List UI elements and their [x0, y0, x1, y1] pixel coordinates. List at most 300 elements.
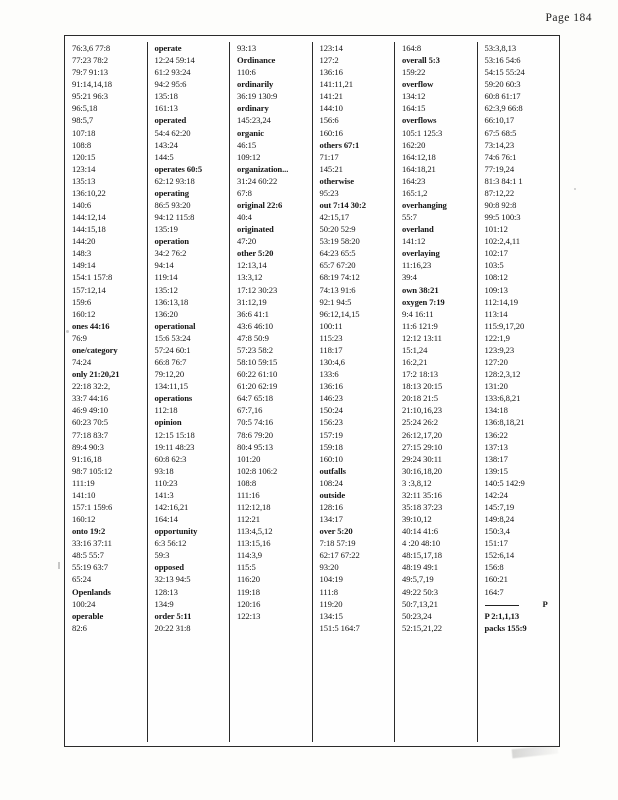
- index-locator: 50:20 52:9: [319, 224, 356, 235]
- scan-speck: [58, 562, 60, 569]
- index-term: operate: [154, 43, 182, 53]
- index-locator: 136:16: [319, 67, 343, 78]
- index-locator: 138:17: [484, 453, 508, 464]
- index-locator: 40:14 41:6: [402, 526, 439, 537]
- index-locator: 96:12,14,15: [319, 308, 360, 319]
- index-locator: 148:3: [72, 248, 92, 259]
- index-locator: 71:17: [319, 151, 339, 162]
- index-term: outfalls: [319, 465, 346, 476]
- index-locator: 12:12 13:11: [402, 332, 442, 343]
- index-locator: 74:6 76:1: [484, 151, 517, 162]
- index-locator: 87:12,22: [484, 187, 515, 198]
- index-locator: 164:12,18: [402, 151, 436, 162]
- index-locator: 6:3 56:12: [154, 538, 187, 549]
- index-locator: 141:21: [319, 91, 343, 102]
- index-locator: 164:8: [402, 43, 422, 53]
- index-locator: 65:7 67:20: [319, 260, 356, 271]
- index-locator: 109:12: [237, 151, 261, 162]
- index-term: Openlands: [72, 586, 111, 597]
- index-locator: 96:5,18: [72, 103, 98, 114]
- index-locator: 36:19 130:9: [237, 91, 278, 102]
- index-locator: 141:3: [154, 489, 174, 500]
- index-locator: 134:15: [319, 610, 343, 621]
- index-locator: 17:12 30:23: [237, 284, 278, 295]
- index-term: operation: [154, 236, 189, 247]
- index-locator: 154:1 157:8: [72, 272, 113, 283]
- index-term: order 5:11: [154, 610, 192, 621]
- index-locator: 164:15: [402, 103, 426, 114]
- index-locator: 136:13,18: [154, 296, 189, 307]
- index-locator: 120:16: [237, 598, 261, 609]
- index-locator: 91:14,14,18: [72, 79, 112, 90]
- index-locator: 53:3,8,13: [484, 43, 517, 53]
- index-locator: 103:5: [484, 260, 504, 271]
- index-locator: 162:20: [402, 139, 426, 150]
- scan-speck: [66, 330, 69, 333]
- index-locator: 46:9 49:10: [72, 405, 109, 416]
- index-locator: 42:15,17: [319, 212, 350, 223]
- index-locator: 128:16: [319, 501, 343, 512]
- index-locator: 9:4 16:11: [402, 308, 434, 319]
- index-locator: 102:8 106:2: [237, 465, 278, 476]
- index-locator: 136:8,18,21: [484, 417, 525, 428]
- index-locator: 40:4: [237, 212, 252, 223]
- index-locator: 160:12: [72, 514, 96, 525]
- index-locator: 93:20: [319, 562, 339, 573]
- index-locator: 127:2: [319, 55, 339, 66]
- index-locator: 48:19 49:1: [402, 562, 439, 573]
- index-locator: 142:24: [484, 489, 508, 500]
- index-locator: 164:23: [402, 175, 426, 186]
- index-locator: 101:12: [484, 224, 508, 235]
- index-locator: 27:15 29:10: [402, 441, 443, 452]
- index-locator: 119:14: [154, 272, 178, 283]
- index-locator: 134:17: [319, 514, 343, 525]
- index-locator: 17:2 18:13: [402, 369, 439, 380]
- index-locator: 11:6 121:9: [402, 320, 438, 331]
- index-term: original 22:6: [237, 200, 283, 211]
- index-locator: 31:24 60:22: [237, 175, 278, 186]
- index-term: only 21:20,21: [72, 369, 120, 380]
- index-locator: 61:2 93:24: [154, 67, 191, 78]
- index-locator: 157:19: [319, 429, 343, 440]
- index-locator: 134:11,15: [154, 381, 188, 392]
- index-columns: [65, 36, 559, 746]
- index-locator: 64:7 65:18: [237, 393, 274, 404]
- index-locator: 112:14,19: [484, 296, 518, 307]
- index-locator: 150:3,4: [484, 526, 510, 537]
- index-term: P 2:1,1,13: [484, 610, 520, 621]
- index-locator: 76:3,6 77:8: [72, 43, 111, 53]
- index-locator: 119:20: [319, 598, 343, 609]
- index-term: overlaying: [402, 248, 440, 259]
- index-term: outside: [319, 489, 346, 500]
- index-locator: 94:12 115:8: [154, 212, 195, 223]
- index-locator: 47:8 50:9: [237, 332, 269, 343]
- index-column-4: [313, 42, 396, 742]
- index-locator: 119:18: [237, 586, 260, 597]
- index-locator: 26:12,17,20: [402, 429, 442, 440]
- index-locator: 15:6 53:24: [154, 332, 191, 343]
- index-locator: 135:12: [154, 284, 178, 295]
- index-term: operational: [154, 320, 196, 331]
- index-locator: 67:5 68:5: [484, 127, 517, 138]
- index-locator: 98:7 105:12: [72, 465, 113, 476]
- index-locator: 32:13 94:5: [154, 574, 191, 585]
- index-locator: 160:10: [319, 453, 343, 464]
- index-term: organic: [237, 127, 264, 138]
- index-locator: 29:24 30:11: [402, 453, 442, 464]
- index-locator: 90:8 92:8: [484, 200, 517, 211]
- index-locator: 79:12,20: [154, 369, 185, 380]
- index-locator: 136:20: [154, 308, 178, 319]
- index-term: opinion: [154, 417, 182, 428]
- index-locator: 113:14: [484, 308, 508, 319]
- index-locator: 89:4 90:3: [72, 441, 104, 452]
- index-locator: 36:6 41:1: [237, 308, 269, 319]
- index-locator: 68:19 74:12: [319, 272, 360, 283]
- index-locator: 62:12 93:18: [154, 175, 195, 186]
- index-locator: 55:19 63:7: [72, 562, 109, 573]
- index-term: overflows: [402, 115, 437, 126]
- index-locator: 93:18: [154, 465, 174, 476]
- index-locator: 21:10,16,23: [402, 405, 442, 416]
- index-locator: 60:8 62:3: [154, 453, 187, 464]
- index-locator: 159:22: [402, 67, 426, 78]
- index-locator: 4 :20 48:10: [402, 538, 441, 549]
- index-term: overland: [402, 224, 434, 235]
- index-locator: 94:2 95:6: [154, 79, 187, 90]
- index-term: one/category: [72, 344, 118, 355]
- index-locator: 108:24: [319, 477, 343, 488]
- index-term: ordinary: [237, 103, 269, 114]
- index-term: operated: [154, 115, 187, 126]
- index-locator: 47:20: [237, 236, 257, 247]
- index-term: opposed: [154, 562, 184, 573]
- index-locator: 60:23 70:5: [72, 417, 109, 428]
- index-term: Ordinance: [237, 55, 276, 66]
- index-locator: 13:3,12: [237, 272, 263, 283]
- index-locator: 93:13: [237, 43, 257, 53]
- index-locator: 156:6: [319, 115, 339, 126]
- index-locator: 136:10,22: [72, 187, 106, 198]
- index-letter-divider: [485, 598, 556, 610]
- index-term: organization...: [237, 163, 289, 174]
- index-locator: 104:19: [319, 574, 343, 585]
- index-locator: 110:6: [237, 67, 256, 78]
- index-locator: 78:6 79:20: [237, 429, 274, 440]
- index-locator: 156:23: [319, 417, 343, 428]
- index-locator: 67:8: [237, 187, 252, 198]
- index-term: opportunity: [154, 526, 198, 537]
- index-locator: 15:1,24: [402, 344, 428, 355]
- index-locator: 144:10: [319, 103, 343, 114]
- index-locator: 77:18 83:7: [72, 429, 109, 440]
- index-locator: 100:11: [319, 320, 343, 331]
- index-locator: 128:2,3,12: [484, 369, 521, 380]
- index-locator: 157:12,14: [72, 284, 106, 295]
- index-locator: 22:18 32:2,: [72, 381, 111, 392]
- index-locator: 80:4 95:13: [237, 441, 274, 452]
- index-locator: 20:18 21:5: [402, 393, 439, 404]
- index-locator: 107:18: [72, 127, 96, 138]
- index-locator: 48:15,17,18: [402, 550, 442, 561]
- index-locator: 150:24: [319, 405, 343, 416]
- index-locator: 62:3,9 66:8: [484, 103, 523, 114]
- index-locator: 164:14: [154, 514, 178, 525]
- index-locator: 130:4,6: [319, 357, 345, 368]
- index-locator: 115:23: [319, 332, 343, 343]
- index-locator: 46:15: [237, 139, 257, 150]
- index-locator: 145:7,19: [484, 501, 515, 512]
- index-locator: 34:2 76:2: [154, 248, 187, 259]
- index-locator: 33:7 44:16: [72, 393, 109, 404]
- scan-speck: [574, 188, 576, 190]
- index-locator: 39:4: [402, 272, 417, 283]
- index-locator: 144:20: [72, 236, 96, 247]
- index-locator: 122:1,9: [484, 332, 510, 343]
- index-locator: 57:24 60:1: [154, 344, 191, 355]
- index-locator: 160:16: [319, 127, 343, 138]
- index-term: others 67:1: [319, 139, 360, 150]
- index-term: operating: [154, 187, 189, 198]
- index-locator: 54:4 62:20: [154, 127, 191, 138]
- index-locator: 25:24 26:2: [402, 417, 439, 428]
- index-locator: 118:17: [319, 344, 343, 355]
- index-column-3: [230, 42, 313, 742]
- index-locator: 120:15: [72, 151, 96, 162]
- index-locator: 145:21: [319, 163, 343, 174]
- index-letter-label: P: [542, 598, 548, 609]
- index-term: ordinarily: [237, 79, 274, 90]
- index-term: otherwise: [319, 175, 354, 186]
- index-locator: 70:5 74:16: [237, 417, 274, 428]
- index-locator: 111:19: [72, 477, 95, 488]
- index-locator: 55:7: [402, 212, 417, 223]
- index-locator: 111:16: [237, 489, 260, 500]
- index-term: over 5:20: [319, 526, 353, 537]
- index-locator: 101:20: [237, 453, 261, 464]
- index-locator: 50:23,24: [402, 610, 432, 621]
- index-locator: 141:12: [402, 236, 426, 247]
- index-locator: 12:15 15:18: [154, 429, 195, 440]
- index-locator: 112:18: [154, 405, 178, 416]
- index-locator: 136:22: [484, 429, 508, 440]
- index-locator: 160:12: [72, 308, 96, 319]
- index-table-frame: [64, 35, 560, 747]
- index-locator: 135:18: [154, 91, 178, 102]
- index-locator: 79:7 91:13: [72, 67, 109, 78]
- index-term: onto 19:2: [72, 526, 106, 537]
- index-locator: 100:24: [72, 598, 96, 609]
- index-locator: 127:20: [484, 357, 508, 368]
- index-locator: 141:11,21: [319, 79, 353, 90]
- index-locator: 108:8: [72, 139, 92, 150]
- index-locator: 99:5 100:3: [484, 212, 521, 223]
- index-column-6: [478, 42, 560, 742]
- index-locator: 60:22 61:10: [237, 369, 278, 380]
- index-column-1: [65, 42, 148, 742]
- index-locator: 65:24: [72, 574, 92, 585]
- index-locator: 39:10,12: [402, 514, 432, 525]
- index-locator: 164:18,21: [402, 163, 436, 174]
- index-locator: 144:15,18: [72, 224, 106, 235]
- index-term: overflow: [402, 79, 434, 90]
- index-locator: 7:18 57:19: [319, 538, 356, 549]
- index-locator: 66:10,17: [484, 115, 515, 126]
- index-locator: 123:9,23: [484, 344, 515, 355]
- index-locator: 134:9: [154, 598, 174, 609]
- index-locator: 53:16 54:6: [484, 55, 521, 66]
- index-locator: 113:15,16: [237, 538, 271, 549]
- index-locator: 109:13: [484, 284, 508, 295]
- index-locator: 134:18: [484, 405, 508, 416]
- index-locator: 114:3,9: [237, 550, 263, 561]
- index-locator: 116:20: [237, 574, 260, 585]
- index-locator: 92:1 94:5: [319, 296, 352, 307]
- index-locator: 74:13 91:6: [319, 284, 356, 295]
- index-locator: 53:19 58:20: [319, 236, 360, 247]
- index-term: originated: [237, 224, 274, 235]
- index-column-2: [148, 42, 231, 742]
- index-locator: 43:6 46:10: [237, 320, 274, 331]
- index-locator: 35:18 37:23: [402, 501, 443, 512]
- index-locator: 33:16 37:11: [72, 538, 112, 549]
- index-locator: 123:14: [319, 43, 343, 53]
- index-locator: 48:5 55:7: [72, 550, 104, 561]
- index-locator: 57:23 58:2: [237, 344, 274, 355]
- index-locator: 131:20: [484, 381, 508, 392]
- index-locator: 122:13: [237, 610, 261, 621]
- index-locator: 115:5: [237, 562, 256, 573]
- index-locator: 95:23: [319, 187, 339, 198]
- index-locator: 59:3: [154, 550, 170, 561]
- index-locator: 110:23: [154, 477, 178, 488]
- index-locator: 144:12,14: [72, 212, 106, 223]
- index-term: operations: [154, 393, 193, 404]
- index-locator: 135:19: [154, 224, 178, 235]
- index-locator: 61:20 62:19: [237, 381, 278, 392]
- index-locator: 149:8,24: [484, 514, 515, 525]
- index-locator: 49:22 50:3: [402, 586, 439, 597]
- index-locator: 62:17 67:22: [319, 550, 360, 561]
- index-locator: 113:4,5,12: [237, 526, 273, 537]
- index-locator: 136:16: [319, 381, 343, 392]
- index-locator: 134:12: [402, 91, 426, 102]
- index-locator: 149:14: [72, 260, 96, 271]
- index-locator: 95:21 96:3: [72, 91, 109, 102]
- index-locator: 58:10 59:15: [237, 357, 278, 368]
- index-locator: 133:6: [319, 369, 339, 380]
- index-locator: 98:5,7: [72, 115, 94, 126]
- index-locator: 123:14: [72, 163, 96, 174]
- index-locator: 151:17: [484, 538, 508, 549]
- index-locator: 161:13: [154, 103, 178, 114]
- index-locator: 164:7: [484, 586, 504, 597]
- index-locator: 108:12: [484, 272, 508, 283]
- index-locator: 54:15 55:24: [484, 67, 525, 78]
- index-locator: 144:5: [154, 151, 174, 162]
- index-locator: 112:21: [237, 514, 260, 525]
- index-locator: 49:5,7,19: [402, 574, 434, 585]
- index-locator: 52:15,21,22: [402, 622, 442, 633]
- index-locator: 3 :3,8,12: [402, 477, 432, 488]
- index-locator: 165:1,2: [402, 187, 428, 198]
- divider-line: [485, 605, 519, 606]
- index-locator: 77:19,24: [484, 163, 515, 174]
- index-term: operable: [72, 610, 104, 621]
- page-number-header: Page 184: [545, 12, 592, 24]
- index-locator: 86:5 93:20: [154, 200, 191, 211]
- index-locator: 140:6: [72, 200, 92, 211]
- index-locator: 82:6: [72, 622, 87, 633]
- index-locator: 152:6,14: [484, 550, 515, 561]
- index-locator: 32:11 35:16: [402, 489, 442, 500]
- index-term: packs 155:9: [484, 622, 527, 633]
- index-term: oxygen 7:19: [402, 296, 445, 307]
- index-locator: 112:12,18: [237, 501, 271, 512]
- index-locator: 77:23 78:2: [72, 55, 109, 66]
- index-locator: 145:23,24: [237, 115, 271, 126]
- index-locator: 76:9: [72, 332, 87, 343]
- index-locator: 128:13: [154, 586, 178, 597]
- index-locator: 18:13 20:15: [402, 381, 443, 392]
- index-locator: 108:8: [237, 477, 257, 488]
- index-locator: 143:24: [154, 139, 178, 150]
- index-locator: 12:24 59:14: [154, 55, 195, 66]
- index-term: overall 5:3: [402, 55, 440, 66]
- index-term: overhanging: [402, 200, 447, 211]
- index-locator: 160:21: [484, 574, 508, 585]
- index-locator: 67:7,16: [237, 405, 263, 416]
- index-locator: 60:8 61:17: [484, 91, 521, 102]
- index-locator: 12:13,14: [237, 260, 267, 271]
- index-term: operates 60:5: [154, 163, 203, 174]
- index-locator: 141:10: [72, 489, 96, 500]
- index-locator: 59:20 60:3: [484, 79, 521, 90]
- index-locator: 74:24: [72, 357, 92, 368]
- index-locator: 102:2,4,11: [484, 236, 520, 247]
- index-locator: 140:5 142:9: [484, 477, 525, 488]
- index-locator: 81:3 84:1 1: [484, 175, 523, 186]
- index-locator: 146:23: [319, 393, 343, 404]
- index-locator: 137:13: [484, 441, 508, 452]
- index-locator: 156:8: [484, 562, 504, 573]
- index-locator: 139:15: [484, 465, 508, 476]
- index-locator: 142:16,21: [154, 501, 189, 512]
- index-locator: 102:17: [484, 248, 508, 259]
- index-locator: 151:5 164:7: [319, 622, 360, 633]
- index-locator: 159:6: [72, 296, 92, 307]
- index-locator: 94:14: [154, 260, 174, 271]
- index-locator: 159:18: [319, 441, 343, 452]
- index-term: out 7:14 30:2: [319, 200, 366, 211]
- index-term: own 38:21: [402, 284, 439, 295]
- index-locator: 135:13: [72, 175, 96, 186]
- index-term: other 5:20: [237, 248, 274, 259]
- index-locator: 20:22 31:8: [154, 622, 191, 633]
- index-locator: 157:1 159:6: [72, 501, 113, 512]
- index-locator: 16:2,21: [402, 357, 428, 368]
- index-locator: 64:23 65:5: [319, 248, 356, 259]
- index-column-5: [395, 42, 478, 742]
- index-locator: 115:9,17,20: [484, 320, 525, 331]
- index-locator: 11:16,23: [402, 260, 432, 271]
- index-locator: 73:14,23: [484, 139, 515, 150]
- index-locator: 30:16,18,20: [402, 465, 442, 476]
- index-locator: 50:7,13,21: [402, 598, 438, 609]
- index-locator: 91:16,18: [72, 453, 102, 464]
